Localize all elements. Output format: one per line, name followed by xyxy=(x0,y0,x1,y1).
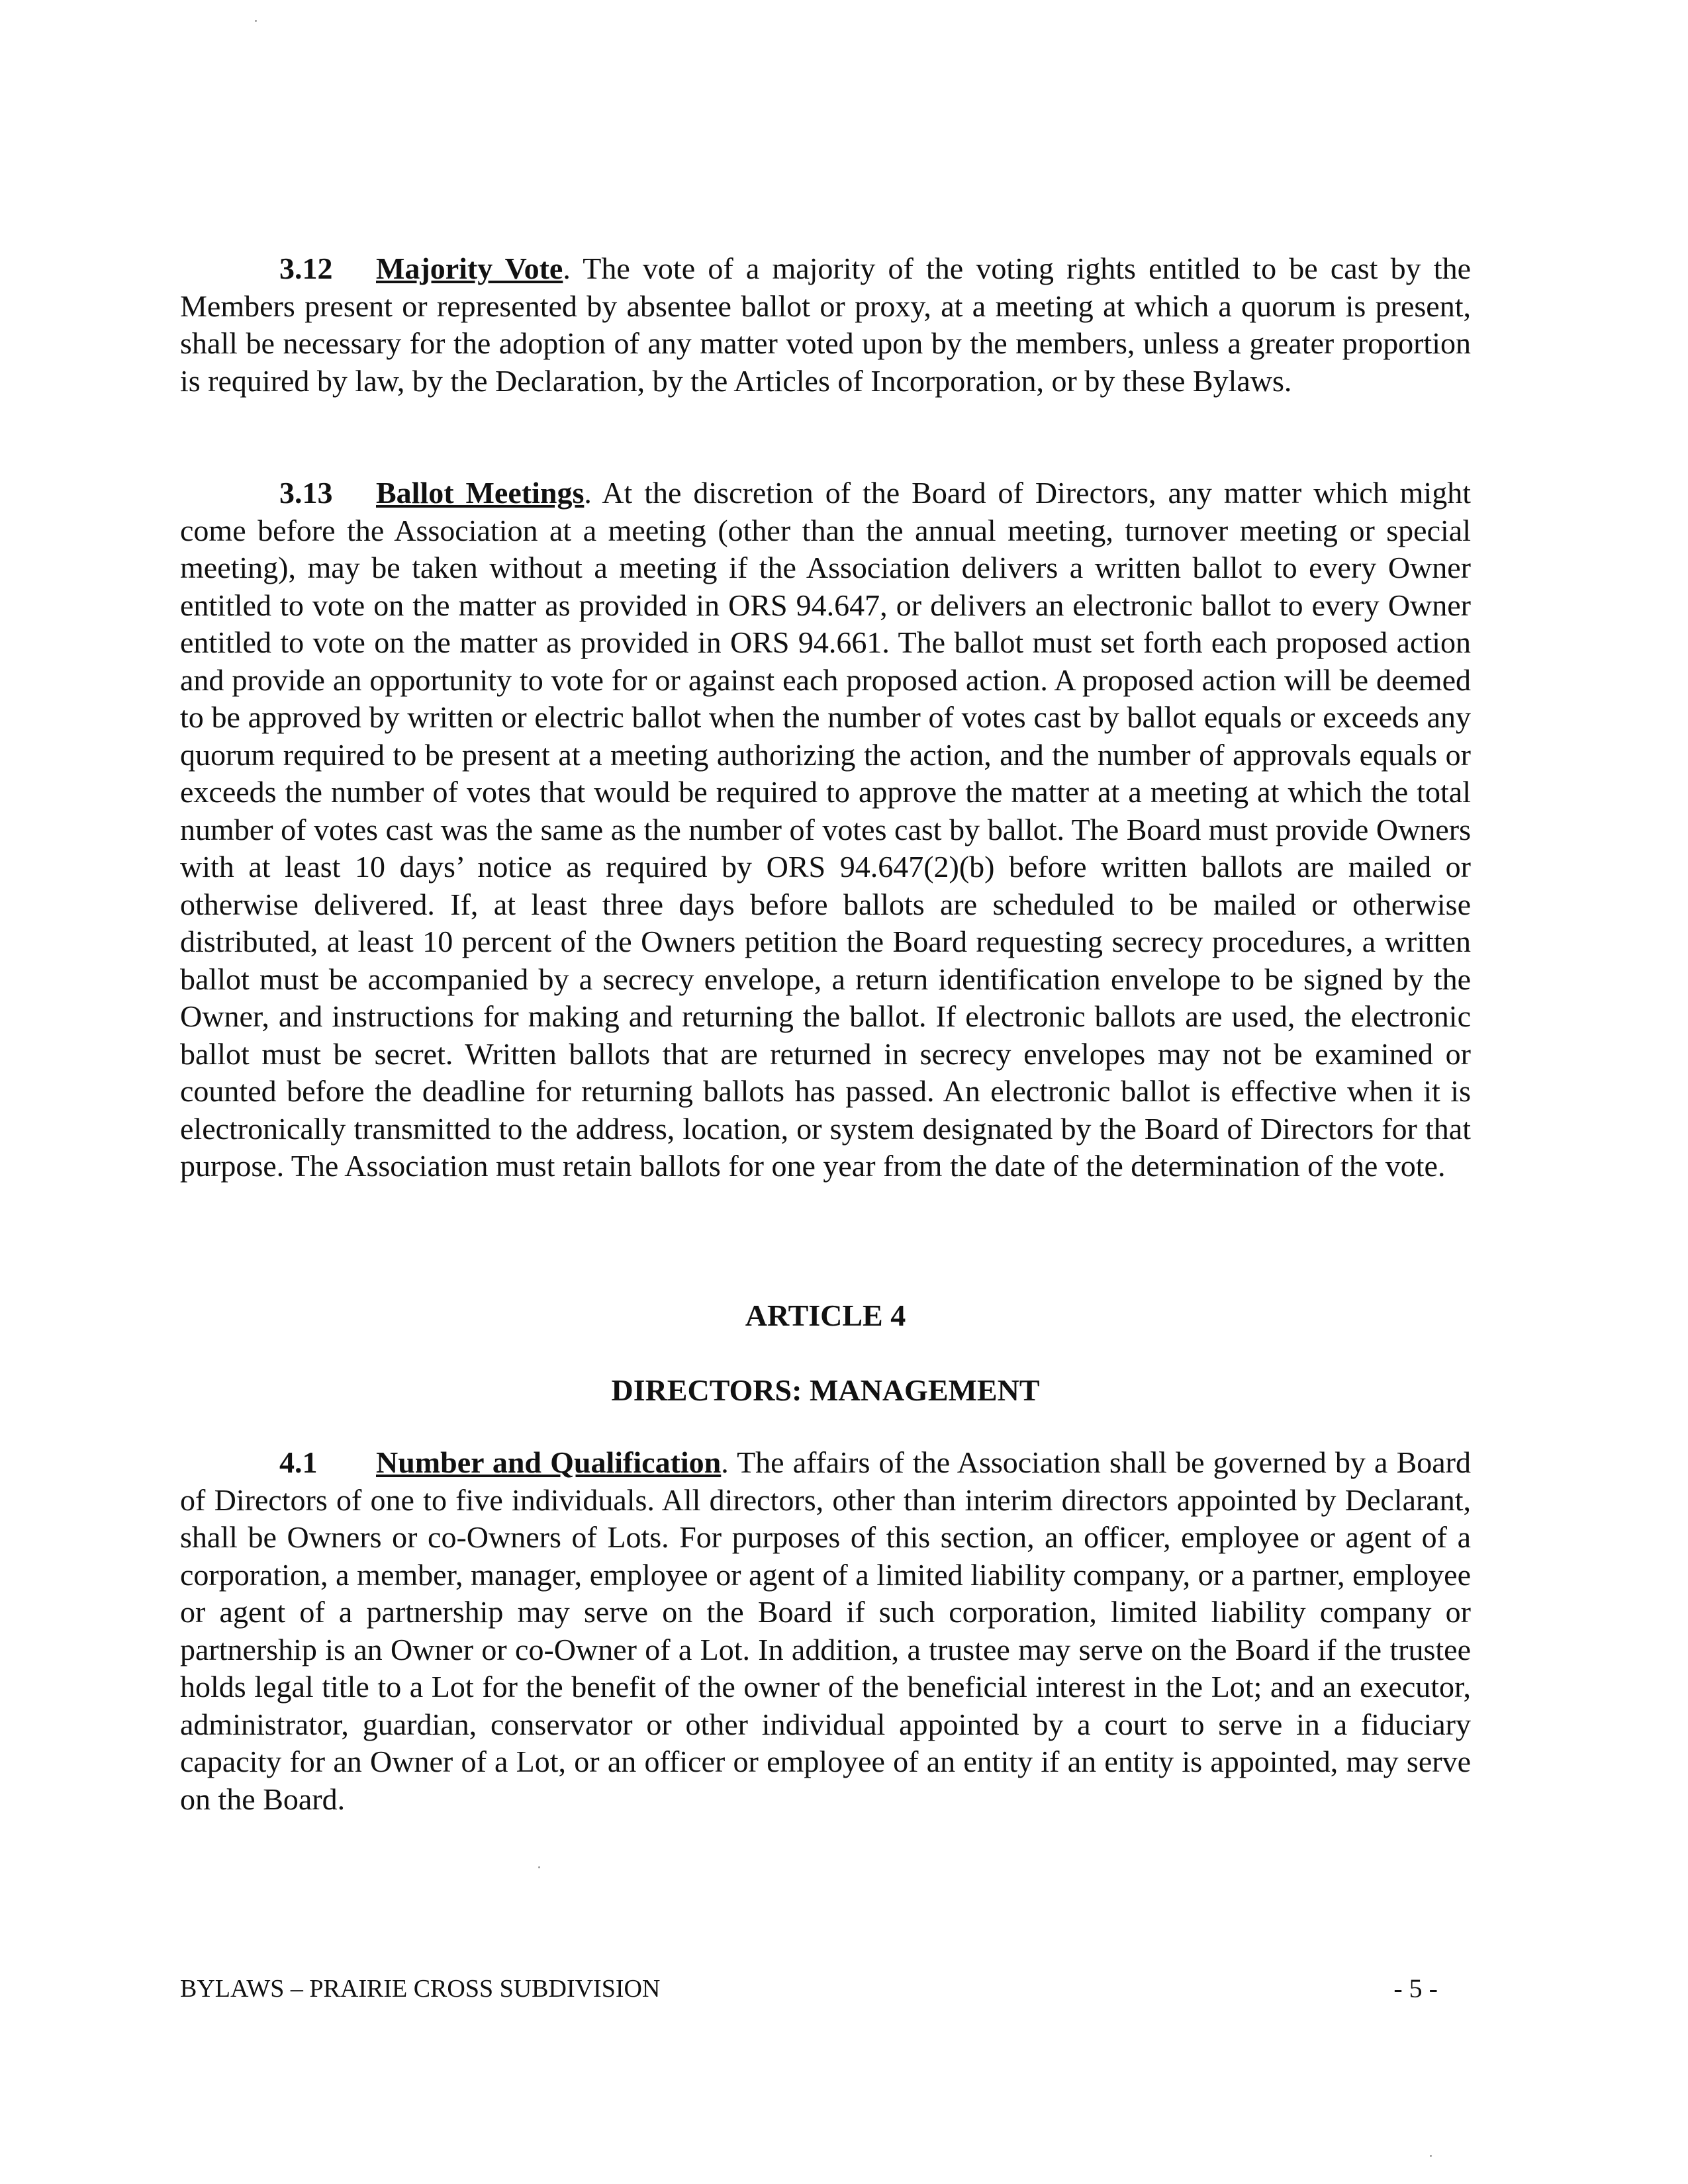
section-body: . At the discretion of the Board of Directors, any matter which might come before the Association at a meeting (other than the annual meeting, turnover meeting or special meeting), may be taken without a meeting if the Association delivers a written ballot to every Owner entitled to vote on the matter as provided in ORS 94.647, or delivers an electronic ballot to every Owner entitled to vote on the matter as provided in ORS 94.661. The ballot must set forth each proposed action and provide an opportunity to vote for or against each proposed action. A proposed action will be deemed to be approved by written or electric ballot when the number of votes cast by ballot equals or exceeds any quorum required to be present at a meeting authorizing the action, and the number of approvals equals or exceeds the number of votes that would be required to approve the matter at a meeting at which the total number of votes cast was the same as the number of votes cast by ballot. The Board must provide Owners with at least 10 days’ notice as required by ORS 94.647(2)(b) before written ballots are mailed or otherwise delivered. If, at least three days before ballots are scheduled to be mailed or otherwise distributed, at least 10 percent of the Owners petition the Board requesting secrecy procedures, a written ballot must be accompanied by a secrecy envelope, a return identification envelope to be signed by the Owner, and instructions for making and returning the ballot. If electronic ballots are used, the electronic ballot must be secret. Written ballots that are returned in secrecy envelopes may not be examined or counted before the deadline for returning ballots has passed. An electronic ballot is effective when it is electronically transmitted to the address, location, or system designated by the Board of Directors for that purpose. The Association must retain ballots for one year from the date of the determination of the vote. xyxy=(180,476,1471,1183)
section-number: 3.13 xyxy=(279,476,333,510)
section-heading: Ballot Meetings xyxy=(376,476,585,510)
section-body: . The affairs of the Association shall be governed by a Board of Directors of one to five individuals. All directors, other than interim directors appointed by Declarant, shall be Owners or co-Owners of Lots. For purposes of this section, an officer, employee or agent of a corporation, a member, manager, employee or agent of a limited liability company, or a partner, employee or agent of a partnership may serve on the Board if such corporation, limited liability company or partnership is an Owner or co-Owner of a Lot. In addition, a trustee may serve on the Board if the trustee holds legal title to a Lot for the benefit of the owner of the beneficial interest in the Lot; and an executor, administrator, guardian, conservator or other individual appointed by a court to serve in a fiduciary capacity for an Owner of a Lot, or an officer or employee of an entity if an entity is appointed, may serve on the Board. xyxy=(180,1445,1472,1816)
section-4-1 xyxy=(180,1444,1471,1818)
section-3-12 xyxy=(180,250,1471,400)
page-number: - 5 - xyxy=(1393,1974,1438,2003)
article-title: ARTICLE 4 xyxy=(745,1298,906,1332)
article-subtitle: DIRECTORS: MANAGEMENT xyxy=(611,1373,1040,1407)
section-number: 4.1 xyxy=(279,1445,318,1479)
footer-title: BYLAWS – PRAIRIE CROSS SUBDIVISION xyxy=(180,1975,661,2003)
scan-speck xyxy=(1430,2155,1432,2157)
section-heading: Number and Qualification xyxy=(376,1445,722,1479)
section-number: 3.12 xyxy=(279,251,333,285)
scan-speck xyxy=(538,1866,540,1868)
section-3-13 xyxy=(180,475,1471,1185)
section-body: . The vote of a majority of the voting rights entitled to be cast by the Members present or represented by absentee ballot or proxy, at a meeting at which a quorum is present, shall be necessary for the adoption of any matter voted upon by the members, unless a greater proportion is required by law, by the Declaration, by the Articles of Incorporation, or by these Bylaws. xyxy=(180,251,1471,398)
scan-speck xyxy=(255,20,257,22)
section-heading: Majority Vote xyxy=(376,251,563,285)
